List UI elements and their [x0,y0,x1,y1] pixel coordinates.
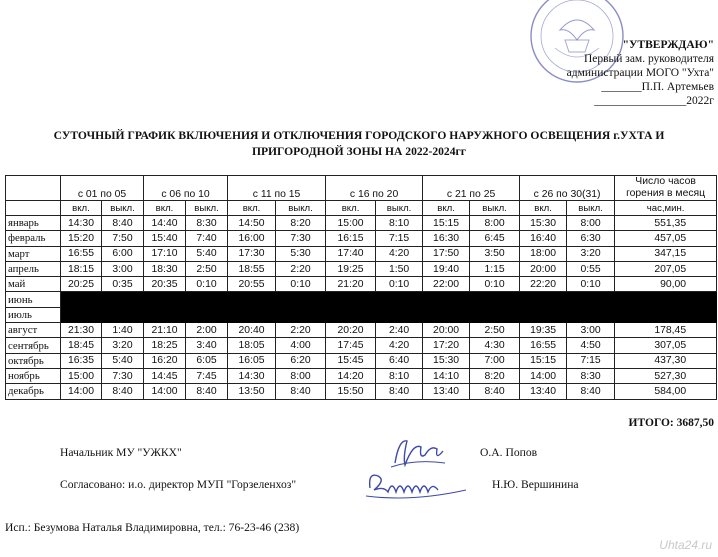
off-time-cell: 8:40 [567,384,615,399]
off-time-cell [276,307,326,322]
on-time-cell: 15:30 [423,353,470,368]
chief-name: О.А. Попов [480,446,538,459]
off-time-cell: 4:50 [567,338,615,353]
on-time-cell: 18:05 [228,338,276,353]
off-header: выкл. [470,201,520,216]
off-time-cell: 0:10 [376,277,423,292]
on-time-cell: 13:40 [423,384,470,399]
off-time-cell: 3:50 [470,246,520,261]
off-time-cell: 2:20 [276,261,326,276]
off-time-cell: 1:40 [102,323,144,338]
on-time-cell: 14:10 [423,368,470,383]
month-row [6,292,717,307]
off-time-cell [186,292,228,307]
month-row [6,323,717,338]
on-time-cell: 14:20 [326,368,376,383]
approval-heading: "УТВЕРЖДАЮ" [622,39,714,51]
on-header: вкл. [520,201,567,216]
off-time-cell: 1:50 [376,261,423,276]
approval-date: ________________2022г [594,95,714,107]
on-time-cell: 14:00 [61,384,102,399]
off-header: выкл. [102,201,144,216]
on-header: вкл. [228,201,276,216]
on-time-cell: 16:00 [228,231,276,246]
on-time-cell: 14:45 [144,368,186,383]
off-time-cell: 8:40 [102,384,144,399]
corner-cell [6,176,61,201]
off-time-cell: 6:05 [186,353,228,368]
on-time-cell: 19:35 [520,323,567,338]
off-header: выкл. [376,201,423,216]
on-time-cell: 15:00 [61,368,102,383]
on-time-cell: 18:55 [228,261,276,276]
total-hours: ИТОГО: 3687,50 [628,417,714,429]
on-time-cell: 20:40 [228,323,276,338]
month-cell: октябрь [6,353,61,368]
on-time-cell [228,292,276,307]
hours-unit-header: час,мин. [615,201,717,216]
title-line-1: СУТОЧНЫЙ ГРАФИК ВКЛЮЧЕНИЯ И ОТКЛЮЧЕНИЯ ГОРОДСКОГО НАРУЖНОГО ОСВЕЩЕНИЯ г.УХТА И [53,129,665,142]
on-time-cell [423,292,470,307]
on-time-cell: 18:30 [144,261,186,276]
off-time-cell: 7:45 [186,368,228,383]
approval-organization: администрации МОГО "Ухта" [566,67,714,79]
off-time-cell: 2:40 [376,323,423,338]
agreed-signature-icon [362,466,472,506]
month-cell: февраль [6,231,61,246]
on-time-cell: 20:20 [326,323,376,338]
on-time-cell: 16:05 [228,353,276,368]
hours-cell: 207,05 [615,261,717,276]
off-time-cell: 8:40 [276,384,326,399]
month-row [6,231,717,246]
off-header: выкл. [276,201,326,216]
month-row [6,216,717,231]
corner-cell [6,201,61,216]
month-cell: январь [6,216,61,231]
on-time-cell [144,292,186,307]
on-header: вкл. [144,201,186,216]
off-time-cell: 1:15 [470,261,520,276]
document-title [0,128,718,160]
on-time-cell: 14:30 [61,216,102,231]
on-time-cell [61,307,102,322]
off-time-cell: 4:30 [470,338,520,353]
on-time-cell: 17:50 [423,246,470,261]
approval-signatory: _______П.П. Артемьев [601,81,714,93]
off-time-cell: 0:10 [470,277,520,292]
off-header: выкл. [186,201,228,216]
on-time-cell [228,307,276,322]
off-time-cell: 4:20 [376,246,423,261]
watermark: Uhta24.ru [659,538,712,552]
off-time-cell: 2:50 [470,323,520,338]
on-time-cell: 18:45 [61,338,102,353]
hours-cell: 307,05 [615,338,717,353]
off-time-cell: 7:30 [102,368,144,383]
on-time-cell: 17:10 [144,246,186,261]
off-time-cell: 8:00 [470,216,520,231]
period-header: с 21 по 25 [423,176,520,201]
month-row [6,277,717,292]
approval-position: Первый зам. руководителя [583,53,714,65]
off-time-cell [470,307,520,322]
off-time-cell: 8:30 [186,216,228,231]
off-time-cell [186,307,228,322]
off-time-cell [567,307,615,322]
off-time-cell: 3:40 [186,338,228,353]
period-header: с 01 по 05 [61,176,144,201]
off-time-cell: 8:20 [470,368,520,383]
off-time-cell [102,307,144,322]
month-cell: ноябрь [6,368,61,383]
on-time-cell: 21:20 [326,277,376,292]
off-time-cell [102,292,144,307]
month-cell: август [6,323,61,338]
on-time-cell: 16:55 [520,338,567,353]
on-time-cell: 20:25 [61,277,102,292]
off-time-cell: 6:30 [567,231,615,246]
off-time-cell: 8:20 [276,216,326,231]
on-time-cell: 14:30 [228,368,276,383]
month-cell: декабрь [6,384,61,399]
month-cell: март [6,246,61,261]
off-time-cell: 8:00 [276,368,326,383]
on-header: вкл. [423,201,470,216]
off-time-cell: 0:10 [276,277,326,292]
on-time-cell [520,307,567,322]
month-cell: июнь [6,292,61,307]
off-time-cell [376,292,423,307]
month-row [6,353,717,368]
hours-cell: 584,00 [615,384,717,399]
on-time-cell: 13:40 [520,384,567,399]
period-header: с 16 по 20 [326,176,423,201]
on-time-cell: 15:45 [326,353,376,368]
hours-header: Число часов горения в месяц [615,176,717,201]
month-row [6,307,717,322]
hours-cell: 90,00 [615,277,717,292]
off-time-cell: 6:20 [276,353,326,368]
on-time-cell: 18:15 [61,261,102,276]
schedule-body [6,216,717,400]
on-time-cell: 15:15 [520,353,567,368]
off-time-cell: 5:40 [186,246,228,261]
on-time-cell: 16:35 [61,353,102,368]
off-time-cell: 4:00 [276,338,326,353]
off-header: выкл. [567,201,615,216]
lighting-schedule-table [5,175,717,400]
off-time-cell: 8:00 [567,216,615,231]
period-header: с 11 по 15 [228,176,326,201]
off-time-cell: 0:10 [567,277,615,292]
on-time-cell: 15:00 [326,216,376,231]
off-time-cell: 2:00 [186,323,228,338]
on-time-cell: 16:30 [423,231,470,246]
off-time-cell [276,292,326,307]
on-time-cell: 15:15 [423,216,470,231]
on-time-cell: 17:40 [326,246,376,261]
off-time-cell: 8:10 [376,216,423,231]
off-time-cell: 7:15 [376,231,423,246]
on-time-cell [520,292,567,307]
on-time-cell: 15:50 [326,384,376,399]
off-time-cell: 0:10 [186,277,228,292]
hours-cell: 527,30 [615,368,717,383]
off-time-cell: 6:45 [470,231,520,246]
on-time-cell: 20:00 [520,261,567,276]
on-time-cell: 15:30 [520,216,567,231]
on-time-cell: 14:40 [144,216,186,231]
on-time-cell: 22:00 [423,277,470,292]
off-time-cell: 7:40 [186,231,228,246]
off-time-cell: 7:30 [276,231,326,246]
period-header: с 26 по 30(31) [520,176,615,201]
off-time-cell: 3:20 [102,338,144,353]
month-cell: сентябрь [6,338,61,353]
off-time-cell: 3:20 [567,246,615,261]
hours-cell: 457,05 [615,231,717,246]
on-time-cell [61,292,102,307]
off-time-cell: 3:00 [567,323,615,338]
off-time-cell [470,292,520,307]
on-time-cell: 21:30 [61,323,102,338]
on-time-cell: 13:50 [228,384,276,399]
hours-cell: 178,45 [615,323,717,338]
off-time-cell: 8:30 [567,368,615,383]
off-time-cell: 7:15 [567,353,615,368]
on-time-cell: 17:30 [228,246,276,261]
executor-contact: Исп.: Безумова Наталья Владимировна, тел.: 76-23-46 (238) [5,521,300,534]
on-time-cell: 17:20 [423,338,470,353]
off-time-cell: 5:40 [102,353,144,368]
period-header: с 06 по 10 [144,176,228,201]
hours-cell [615,307,717,322]
on-time-cell: 19:40 [423,261,470,276]
on-time-cell: 18:00 [520,246,567,261]
off-time-cell: 0:35 [102,277,144,292]
month-cell: июль [6,307,61,322]
on-time-cell: 15:20 [61,231,102,246]
agreed-name: Н.Ю. Вершинина [492,478,579,491]
on-time-cell: 16:20 [144,353,186,368]
title-line-2: ПРИГОРОДНОЙ ЗОНЫ НА 2022-2024гг [251,145,467,158]
off-time-cell: 2:20 [276,323,326,338]
off-time-cell: 8:10 [376,368,423,383]
off-time-cell: 8:40 [102,216,144,231]
off-time-cell: 0:55 [567,261,615,276]
off-time-cell: 4:20 [376,338,423,353]
off-time-cell: 3:00 [102,261,144,276]
off-time-cell: 8:40 [376,384,423,399]
month-row [6,338,717,353]
on-time-cell: 14:50 [228,216,276,231]
on-time-cell [423,307,470,322]
on-time-cell: 21:10 [144,323,186,338]
on-time-cell: 15:40 [144,231,186,246]
on-time-cell: 19:25 [326,261,376,276]
on-time-cell: 22:20 [520,277,567,292]
on-header: вкл. [61,201,102,216]
on-time-cell: 16:55 [61,246,102,261]
off-time-cell: 8:40 [470,384,520,399]
off-time-cell: 2:50 [186,261,228,276]
hours-cell: 437,30 [615,353,717,368]
hours-cell: 347,15 [615,246,717,261]
on-time-cell: 20:55 [228,277,276,292]
month-row [6,261,717,276]
on-time-cell: 20:00 [423,323,470,338]
on-time-cell: 20:35 [144,277,186,292]
chief-label: Начальник МУ "УЖКХ" [60,446,182,459]
off-time-cell: 7:50 [102,231,144,246]
off-time-cell: 5:30 [276,246,326,261]
on-time-cell: 14:00 [144,384,186,399]
agreed-label: Согласовано: и.о. директор МУП "Горзеленхоз" [60,478,297,491]
hours-cell: 551,35 [615,216,717,231]
off-time-cell: 6:40 [376,353,423,368]
on-time-cell [326,292,376,307]
on-time-cell [326,307,376,322]
off-time-cell: 7:00 [470,353,520,368]
off-time-cell: 6:00 [102,246,144,261]
period-header-row [6,176,717,201]
subheader-row [6,201,717,216]
off-time-cell [567,292,615,307]
on-time-cell: 17:45 [326,338,376,353]
month-cell: апрель [6,261,61,276]
month-row [6,246,717,261]
hours-cell [615,292,717,307]
on-time-cell [144,307,186,322]
off-time-cell [376,307,423,322]
on-time-cell: 14:00 [520,368,567,383]
month-cell: май [6,277,61,292]
month-row [6,384,717,399]
on-time-cell: 16:40 [520,231,567,246]
on-time-cell: 16:15 [326,231,376,246]
on-header: вкл. [326,201,376,216]
month-row [6,368,717,383]
on-time-cell: 18:25 [144,338,186,353]
off-time-cell: 8:40 [186,384,228,399]
